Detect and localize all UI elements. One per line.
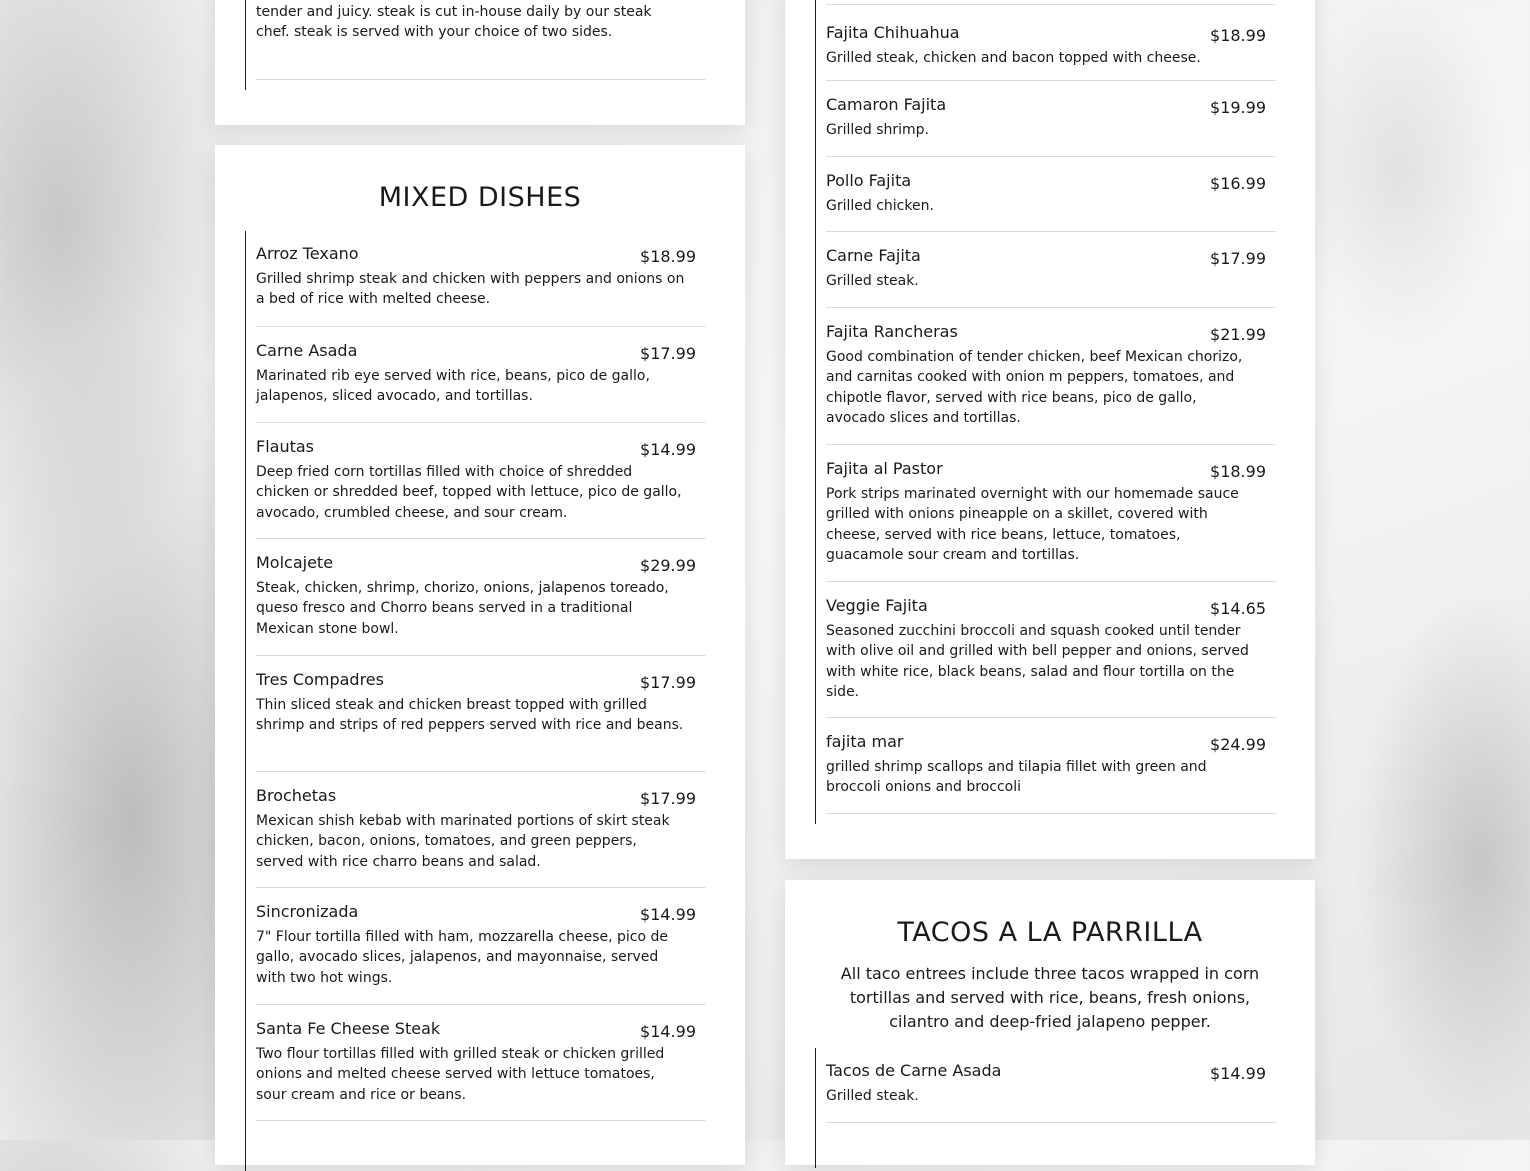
item-name: Camaron Fajita xyxy=(826,95,947,114)
item-description: Seasoned zucchini broccoli and squash cooked until tender with olive oil and grilled with bell pepper and onions, served with white rice, black beans, salad and flour tortilla on the side. xyxy=(826,623,1249,700)
item-description: Good combination of tender chicken, beef Mexican chorizo, and carnitas cooked with onion m peppers, tomatoes, and chipotle flavor, served with rice beans, pico de gallo, avocado slices and tortillas. xyxy=(826,349,1243,426)
menu-item xyxy=(826,308,1276,445)
item-price: $17.99 xyxy=(640,344,696,363)
menu-item xyxy=(256,423,706,539)
tacos-list xyxy=(815,1048,1276,1168)
item-description: Two flour tortillas filled with grilled steak or chicken grilled onions and melted cheese served with lettuce tomatoes, sour cream and rice or beans. xyxy=(256,1046,665,1103)
item-price: $14.99 xyxy=(640,1022,696,1041)
item-price: $17.99 xyxy=(640,673,696,692)
item-name: Fajita al Pastor xyxy=(826,459,943,478)
item-description: Grilled chicken. xyxy=(826,198,934,214)
item-name: Carne Fajita xyxy=(826,246,921,265)
item-description: Grilled shrimp steak and chicken with peppers and onions on a bed of rice with melted cheese. xyxy=(256,271,685,308)
item-price: $18.99 xyxy=(640,247,696,266)
item-name: Arroz Texano xyxy=(256,244,359,263)
item-description: Marinated rib eye served with rice, beans, pico de gallo, jalapenos, sliced avocado, and tortillas. xyxy=(256,368,650,405)
menu-item xyxy=(256,539,706,656)
item-price: $14.99 xyxy=(1210,1064,1266,1083)
item-name: Sincronizada xyxy=(256,902,359,921)
menu-item xyxy=(826,157,1276,232)
menu-item xyxy=(256,656,706,772)
item-price: $14.65 xyxy=(1210,599,1266,618)
item-price: $18.99 xyxy=(1210,462,1266,481)
item-price: $29.99 xyxy=(640,556,696,575)
item-description: Grilled steak. xyxy=(826,1088,919,1104)
item-name: Pollo Fajita xyxy=(826,171,912,190)
item-price: $19.99 xyxy=(1210,98,1266,117)
mixed-dishes-list xyxy=(245,231,706,1171)
item-description: Grilled steak. xyxy=(826,273,919,289)
menu-item xyxy=(826,5,1276,81)
menu-item xyxy=(256,231,706,327)
item-description: Steak, chicken, shrimp, chorizo, onions, jalapenos toreado, queso fresco and Chorro beans served in a traditional Mexican stone bowl. xyxy=(256,580,669,637)
steak-item-list xyxy=(245,0,706,90)
item-description: 7" Flour tortilla filled with ham, mozzarella cheese, pico de gallo, avocado slices, jalapenos, and mayonnaise, served with two hot wings. xyxy=(256,929,669,986)
item-price: $17.99 xyxy=(640,789,696,808)
menu-item xyxy=(256,1005,706,1121)
item-name: Brochetas xyxy=(256,786,337,805)
menu-item xyxy=(256,0,706,80)
item-price: $16.99 xyxy=(1210,174,1266,193)
item-name: fajita mar xyxy=(826,732,904,751)
menu-item xyxy=(256,327,706,423)
section-title: TACOS A LA PARRILLA xyxy=(897,917,1203,948)
item-price: $21.99 xyxy=(1210,325,1266,344)
item-name: Tacos de Carne Asada xyxy=(826,1061,1002,1080)
item-description: Grilled shrimp. xyxy=(826,122,930,138)
item-name: Veggie Fajita xyxy=(826,596,928,615)
menu-item xyxy=(826,582,1276,718)
item-description: Deep fried corn tortillas filled with choice of shredded chicken or shredded beef, topped with lettuce, pico de gallo, avocado, crumbled cheese, and sour cream. xyxy=(256,464,682,521)
item-price: $24.99 xyxy=(1210,735,1266,754)
item-name: Molcajete xyxy=(256,553,334,572)
item-name: Tres Compadres xyxy=(256,670,384,689)
item-name: Carne Asada xyxy=(256,341,358,360)
mixed-dishes-card xyxy=(215,145,745,1165)
item-description: Mexican shish kebab with marinated portions of skirt steak chicken, bacon, onions, tomatoes, and green peppers, served with rice charro beans and salad. xyxy=(256,813,670,870)
fajitas-list xyxy=(815,0,1276,824)
item-price: $18.99 xyxy=(1210,26,1266,45)
item-name: Fajita Chihuahua xyxy=(826,23,960,42)
item-description: Pork strips marinated overnight with our homemade sauce grilled with onions pineapple on a skillet, covered with cheese, served with rice beans, lettuce, tomatoes, guacamole sour cream and tortillas. xyxy=(826,486,1239,563)
menu-item xyxy=(256,888,706,1005)
steak-section-card xyxy=(215,0,745,125)
menu-item xyxy=(826,445,1276,582)
item-price: $17.99 xyxy=(1210,249,1266,268)
item-price: $14.99 xyxy=(640,905,696,924)
fajitas-card xyxy=(785,0,1315,859)
item-name: Flautas xyxy=(256,437,315,456)
item-name: Fajita Rancheras xyxy=(826,322,958,341)
menu-item xyxy=(256,772,706,888)
section-title: MIXED DISHES xyxy=(378,182,582,213)
menu-item xyxy=(826,1048,1276,1123)
item-description: tender and juicy. steak is cut in-house daily by our steak chef. steak is served with your choice of two sides. xyxy=(256,4,652,41)
menu-item xyxy=(826,718,1276,814)
item-name: Santa Fe Cheese Steak xyxy=(256,1019,441,1038)
item-description: Grilled steak, chicken and bacon topped with cheese. xyxy=(826,50,1201,66)
menu-item xyxy=(826,81,1276,157)
tacos-card xyxy=(785,880,1315,1165)
section-intro: All taco entrees include three tacos wrapped in corn tortillas and served with rice, beans, fresh onions, cilantro and deep-fried jalapeno pepper. xyxy=(840,964,1260,1031)
menu-item xyxy=(826,232,1276,308)
item-description: Thin sliced steak and chicken breast topped with grilled shrimp and strips of red peppers served with rice and beans. xyxy=(256,697,684,734)
item-description: grilled shrimp scallops and tilapia fillet with green and broccoli onions and broccoli xyxy=(826,759,1207,796)
item-price: $14.99 xyxy=(640,440,696,459)
